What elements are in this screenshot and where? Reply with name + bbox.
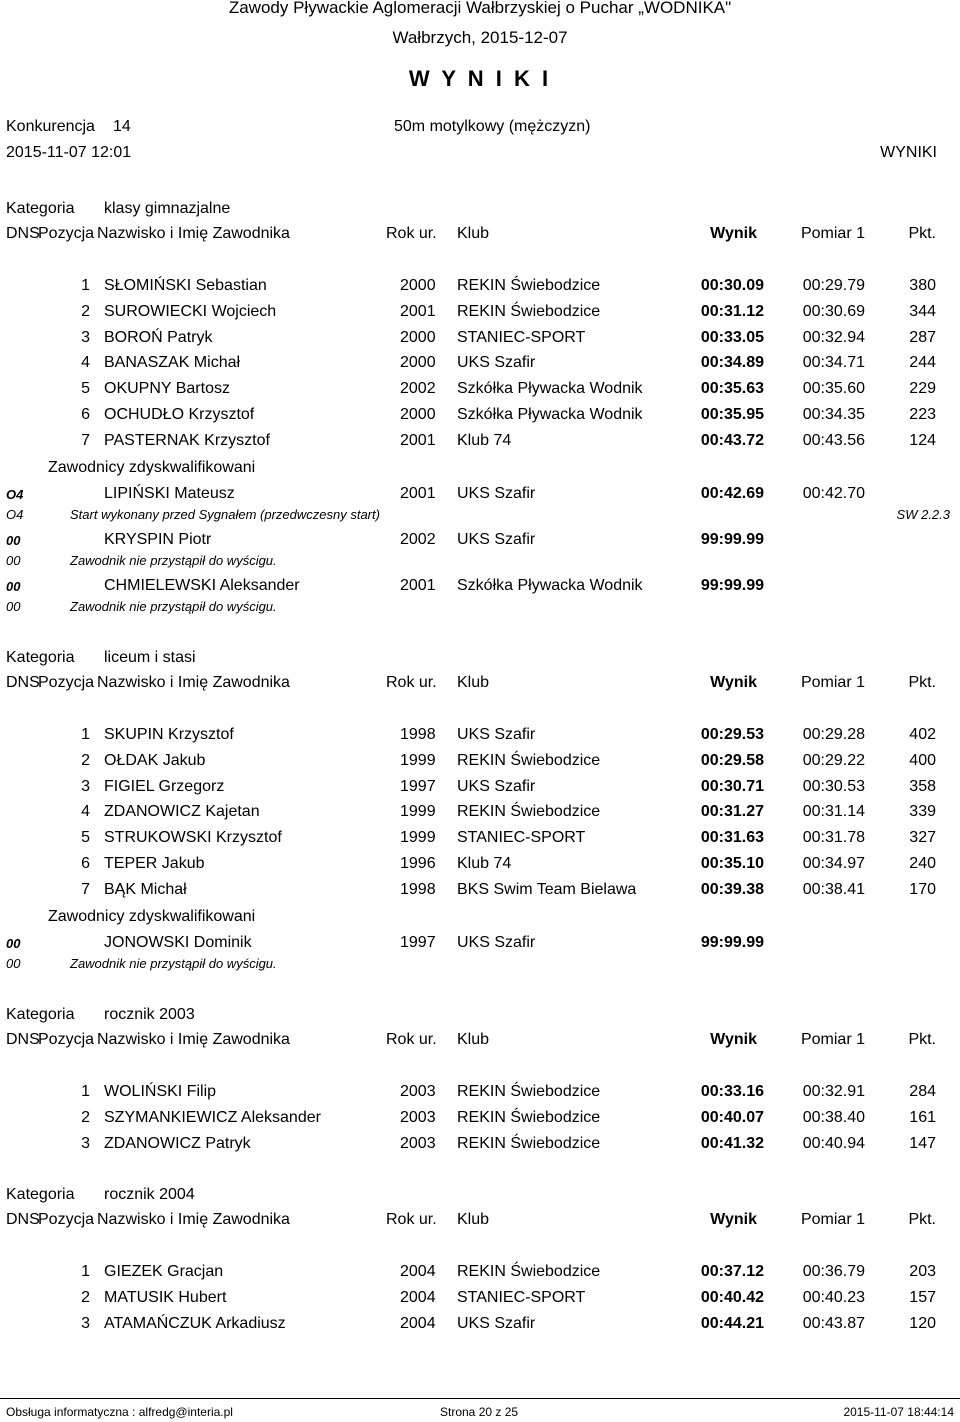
cell-name: KRYSPIN Piotr <box>104 530 212 548</box>
cell-name: OCHUDŁO Krzysztof <box>104 406 255 423</box>
cell-pos: 2 <box>81 751 90 769</box>
cell-result: 00:44.21 <box>700 1314 764 1332</box>
cell-club: Szkółka Pływacka Wodnik <box>457 380 643 398</box>
cell-name: BĄK Michał <box>104 880 187 898</box>
cell-pts: 147 <box>909 1134 936 1152</box>
cell-year: 2000 <box>400 328 436 346</box>
cell-name: SŁOMIŃSKI Sebastian <box>104 277 267 294</box>
column-header-pos: Pozycja <box>38 674 95 691</box>
cell-pts: 339 <box>909 803 936 821</box>
cell-pts: 327 <box>909 829 936 847</box>
cell-year: 2001 <box>400 302 436 320</box>
cell-pos: 1 <box>81 1083 90 1100</box>
cell-pts: 223 <box>909 406 936 423</box>
dq-note-code: O4 <box>6 506 24 522</box>
cell-year: 2000 <box>400 354 436 372</box>
column-header-year: Rok ur. <box>386 674 437 691</box>
cell-split: 00:38.41 <box>802 880 865 898</box>
column-header-name: Nazwisko i Imię Zawodnika <box>97 674 290 691</box>
cell-split: 00:29.28 <box>802 726 865 743</box>
dq-note-code: 00 <box>6 955 21 971</box>
cell-result: 00:30.09 <box>700 277 764 294</box>
cell-year: 1999 <box>400 751 436 769</box>
cell-split: 00:35.60 <box>802 380 865 398</box>
cell-club: Szkółka Pływacka Wodnik <box>457 576 643 594</box>
category-label: Kategoria <box>6 1006 75 1023</box>
column-header-pos: Pozycja <box>38 1211 95 1228</box>
cell-club: STANIEC-SPORT <box>457 829 586 847</box>
dq-note-code: 00 <box>6 552 21 568</box>
cell-result: 00:29.58 <box>700 751 764 769</box>
cell-pos: 4 <box>81 803 90 821</box>
category-label: Kategoria <box>6 1186 75 1203</box>
dq-code: 00 <box>6 578 21 594</box>
cell-name: PASTERNAK Krzysztof <box>104 431 270 449</box>
cell-pts: 284 <box>909 1083 936 1100</box>
cell-name: ZDANOWICZ Patryk <box>104 1134 251 1152</box>
cell-name: SZYMANKIEWICZ Aleksander <box>104 1108 321 1126</box>
column-header-name: Nazwisko i Imię Zawodnika <box>97 1211 290 1228</box>
cell-club: REKIN Świebodzice <box>457 1263 601 1280</box>
cell-pos: 4 <box>81 354 90 372</box>
cell-pos: 2 <box>81 302 90 320</box>
cell-club: REKIN Świebodzice <box>457 302 601 320</box>
cell-pts: 240 <box>909 855 936 872</box>
dq-rule: SW 2.2.3 <box>896 506 950 522</box>
category-name: rocznik 2004 <box>104 1186 195 1203</box>
category-label: Kategoria <box>6 649 75 666</box>
cell-club: REKIN Świebodzice <box>457 803 601 821</box>
cell-result: 00:35.63 <box>700 380 764 398</box>
cell-result: 00:30.71 <box>700 777 764 795</box>
event-label: Konkurencja <box>6 118 95 135</box>
cell-pts: 120 <box>909 1314 936 1332</box>
cell-year: 2000 <box>400 277 436 294</box>
cell-result: 99:99.99 <box>700 933 764 951</box>
cell-year: 2003 <box>400 1108 436 1126</box>
cell-year: 1996 <box>400 855 436 872</box>
cell-year: 2004 <box>400 1288 436 1306</box>
cell-year: 2001 <box>400 484 436 502</box>
cell-year: 2001 <box>400 576 436 594</box>
column-header-split: Pomiar 1 <box>800 1031 865 1048</box>
cell-pts: 287 <box>909 328 936 346</box>
cell-club: UKS Szafir <box>457 777 536 795</box>
cell-split: 00:42.70 <box>802 484 865 502</box>
cell-pos: 1 <box>81 726 90 743</box>
column-header-pos: Pozycja <box>38 1031 95 1048</box>
cell-pts: 358 <box>909 777 936 795</box>
dq-note-code: 00 <box>6 598 21 614</box>
column-header-dns: DNS <box>6 1031 40 1048</box>
cell-club: UKS Szafir <box>457 354 536 372</box>
cell-pos: 7 <box>81 880 90 898</box>
cell-result: 00:39.38 <box>700 880 764 898</box>
dq-code: 00 <box>6 532 21 548</box>
dq-note: Start wykonany przed Sygnałem (przedwczesny start) <box>70 506 380 522</box>
cell-club: BKS Swim Team Bielawa <box>457 880 637 898</box>
results-heading: W Y N I K I <box>408 66 552 91</box>
footer-page: Strona 20 z 25 <box>440 1405 519 1419</box>
column-header-result: Wynik <box>710 225 757 242</box>
cell-club: UKS Szafir <box>457 933 536 951</box>
cell-club: UKS Szafir <box>457 484 536 502</box>
cell-pts: 229 <box>909 380 936 398</box>
column-header-club: Klub <box>457 1211 490 1228</box>
cell-pos: 6 <box>81 406 90 423</box>
cell-pos: 3 <box>81 777 90 795</box>
cell-split: 00:31.14 <box>802 803 865 821</box>
cell-name: FIGIEL Grzegorz <box>104 777 225 795</box>
column-header-club: Klub <box>457 225 490 242</box>
column-header-dns: DNS <box>6 225 40 242</box>
cell-year: 1999 <box>400 803 436 821</box>
cell-result: 99:99.99 <box>700 576 764 594</box>
cell-pos: 3 <box>81 1314 90 1332</box>
cell-name: OKUPNY Bartosz <box>104 380 230 398</box>
cell-club: REKIN Świebodzice <box>457 1134 601 1152</box>
event-number: 14 <box>113 118 131 135</box>
event-type: WYNIKI <box>880 144 937 161</box>
dq-note: Zawodnik nie przystąpił do wyścigu. <box>70 598 277 614</box>
cell-year: 2002 <box>400 530 436 548</box>
column-header-pts: Pkt. <box>908 225 936 242</box>
cell-pos: 5 <box>81 829 90 847</box>
cell-name: BANASZAK Michał <box>104 354 241 372</box>
column-header-club: Klub <box>457 1031 490 1048</box>
column-header-dns: DNS <box>6 674 40 691</box>
cell-split: 00:30.53 <box>802 777 865 795</box>
cell-split: 00:40.94 <box>802 1134 865 1152</box>
cell-result: 00:40.07 <box>700 1108 764 1126</box>
cell-club: UKS Szafir <box>457 1314 536 1332</box>
cell-name: TEPER Jakub <box>104 855 205 872</box>
cell-club: REKIN Świebodzice <box>457 751 601 769</box>
cell-club: Klub 74 <box>457 431 512 449</box>
cell-pts: 244 <box>909 354 936 372</box>
footer-printed: 2015-11-07 18:44:14 <box>843 1405 954 1419</box>
cell-year: 1997 <box>400 933 436 951</box>
cell-club: REKIN Świebodzice <box>457 1083 601 1100</box>
column-header-year: Rok ur. <box>386 1211 437 1228</box>
cell-name: MATUSIK Hubert <box>104 1288 227 1306</box>
cell-result: 00:34.89 <box>700 354 764 372</box>
cell-year: 1999 <box>400 829 436 847</box>
cell-result: 00:35.95 <box>700 406 764 423</box>
cell-split: 00:29.22 <box>802 751 865 769</box>
cell-year: 1998 <box>400 726 436 743</box>
cell-split: 00:30.69 <box>802 302 865 320</box>
cell-split: 00:40.23 <box>802 1288 865 1306</box>
cell-split: 00:43.87 <box>802 1314 865 1332</box>
cell-name: SKUPIN Krzysztof <box>104 726 234 743</box>
cell-name: LIPIŃSKI Mateusz <box>104 484 235 502</box>
dq-note: Zawodnik nie przystąpił do wyścigu. <box>70 955 277 971</box>
cell-pos: 1 <box>81 277 90 294</box>
cell-result: 00:35.10 <box>700 855 764 872</box>
cell-result: 00:29.53 <box>700 726 764 743</box>
cell-pos: 1 <box>81 1263 90 1280</box>
cell-club: STANIEC-SPORT <box>457 1288 586 1306</box>
event-datetime: 2015-11-07 12:01 <box>6 144 132 161</box>
cell-name: ZDANOWICZ Kajetan <box>104 803 260 821</box>
cell-year: 2002 <box>400 380 436 398</box>
footer-operator: Obsługa informatyczna : alfredg@interia.pl <box>6 1405 233 1419</box>
cell-result: 00:43.72 <box>700 431 764 449</box>
cell-club: REKIN Świebodzice <box>457 277 601 294</box>
column-header-split: Pomiar 1 <box>800 225 865 242</box>
cell-club: Szkółka Pływacka Wodnik <box>457 406 643 423</box>
cell-result: 99:99.99 <box>700 530 764 548</box>
column-header-pts: Pkt. <box>908 674 936 691</box>
cell-name: OŁDAK Jakub <box>104 751 206 769</box>
place-date: Wałbrzych, 2015-12-07 <box>392 28 568 47</box>
dq-note: Zawodnik nie przystąpił do wyścigu. <box>70 552 277 568</box>
cell-split: 00:34.71 <box>802 354 865 372</box>
cell-pts: 124 <box>909 431 936 449</box>
cell-year: 2004 <box>400 1263 436 1280</box>
cell-split: 00:38.40 <box>802 1108 865 1126</box>
cell-result: 00:41.32 <box>700 1134 764 1152</box>
cell-year: 2004 <box>400 1314 436 1332</box>
cell-result: 00:37.12 <box>700 1263 764 1280</box>
cell-result: 00:31.63 <box>700 829 764 847</box>
cell-year: 2003 <box>400 1083 436 1100</box>
dq-code: 00 <box>6 935 21 951</box>
cell-pos: 6 <box>81 855 90 872</box>
category-name: rocznik 2003 <box>104 1006 195 1023</box>
column-header-pts: Pkt. <box>908 1031 936 1048</box>
cell-split: 00:29.79 <box>802 277 865 294</box>
cell-club: STANIEC-SPORT <box>457 328 586 346</box>
cell-name: SUROWIECKI Wojciech <box>104 302 277 320</box>
cell-split: 00:34.97 <box>802 855 865 872</box>
cell-pts: 400 <box>909 751 936 769</box>
cell-pts: 344 <box>909 302 936 320</box>
cell-club: REKIN Świebodzice <box>457 1108 601 1126</box>
cell-year: 2003 <box>400 1134 436 1152</box>
cell-club: UKS Szafir <box>457 726 536 743</box>
cell-name: WOLIŃSKI Filip <box>104 1083 217 1100</box>
cell-split: 00:32.94 <box>802 328 865 346</box>
page-footer <box>0 1398 960 1422</box>
cell-pts: 170 <box>909 880 936 898</box>
cell-split: 00:34.35 <box>802 406 865 423</box>
cell-pos: 7 <box>81 431 90 449</box>
cell-name: ATAMAŃCZUK Arkadiusz <box>104 1314 286 1332</box>
event-name: 50m motylkowy (mężczyzn) <box>394 118 591 135</box>
column-header-split: Pomiar 1 <box>800 1211 865 1228</box>
cell-split: 00:43.56 <box>802 431 865 449</box>
column-header-dns: DNS <box>6 1211 40 1228</box>
column-header-result: Wynik <box>710 1211 757 1228</box>
cell-result: 00:33.05 <box>700 328 764 346</box>
cell-pos: 2 <box>81 1108 90 1126</box>
cell-year: 2001 <box>400 431 436 449</box>
column-header-pts: Pkt. <box>908 1211 936 1228</box>
cell-pos: 3 <box>81 1134 90 1152</box>
cell-year: 1997 <box>400 777 436 795</box>
column-header-result: Wynik <box>710 1031 757 1048</box>
cell-pos: 5 <box>81 380 90 398</box>
cell-club: UKS Szafir <box>457 530 536 548</box>
cell-result: 00:31.12 <box>700 302 764 320</box>
category-name: klasy gimnazjalne <box>104 200 231 217</box>
dq-heading: Zawodnicy zdyskwalifikowani <box>48 458 256 476</box>
cell-pts: 203 <box>909 1263 936 1280</box>
cell-name: STRUKOWSKI Krzysztof <box>104 829 282 847</box>
cell-club: Klub 74 <box>457 855 512 872</box>
category-label: Kategoria <box>6 200 75 217</box>
cell-result: 00:40.42 <box>700 1288 764 1306</box>
cell-pos: 2 <box>81 1288 90 1306</box>
cell-pos: 3 <box>81 328 90 346</box>
cell-pts: 157 <box>909 1288 936 1306</box>
column-header-year: Rok ur. <box>386 1031 437 1048</box>
cell-year: 2000 <box>400 406 436 423</box>
cell-split: 00:36.79 <box>802 1263 865 1280</box>
cell-name: JONOWSKI Dominik <box>104 933 252 951</box>
cell-split: 00:31.78 <box>802 829 865 847</box>
column-header-result: Wynik <box>710 674 757 691</box>
cell-name: GIEZEK Gracjan <box>104 1263 224 1280</box>
category-name: liceum i stasi <box>104 649 196 666</box>
cell-pts: 402 <box>909 726 936 743</box>
column-header-name: Nazwisko i Imię Zawodnika <box>97 1031 290 1048</box>
cell-pts: 161 <box>909 1108 936 1126</box>
column-header-year: Rok ur. <box>386 225 437 242</box>
cell-pts: 380 <box>909 277 936 294</box>
dq-heading: Zawodnicy zdyskwalifikowani <box>48 907 256 925</box>
cell-result: 00:42.69 <box>700 484 764 502</box>
competition-title: Zawody Pływackie Aglomeracji Wałbrzyskiej o Puchar „WODNIKA" <box>228 0 732 17</box>
cell-name: BOROŃ Patryk <box>104 328 213 346</box>
column-header-pos: Pozycja <box>38 225 95 242</box>
cell-split: 00:32.91 <box>802 1083 865 1100</box>
column-header-name: Nazwisko i Imię Zawodnika <box>97 225 290 242</box>
dq-code: O4 <box>6 486 24 502</box>
cell-name: CHMIELEWSKI Aleksander <box>104 576 300 594</box>
cell-result: 00:31.27 <box>700 803 764 821</box>
column-header-club: Klub <box>457 674 490 691</box>
cell-result: 00:33.16 <box>700 1083 764 1100</box>
cell-year: 1998 <box>400 880 436 898</box>
column-header-split: Pomiar 1 <box>800 674 865 691</box>
